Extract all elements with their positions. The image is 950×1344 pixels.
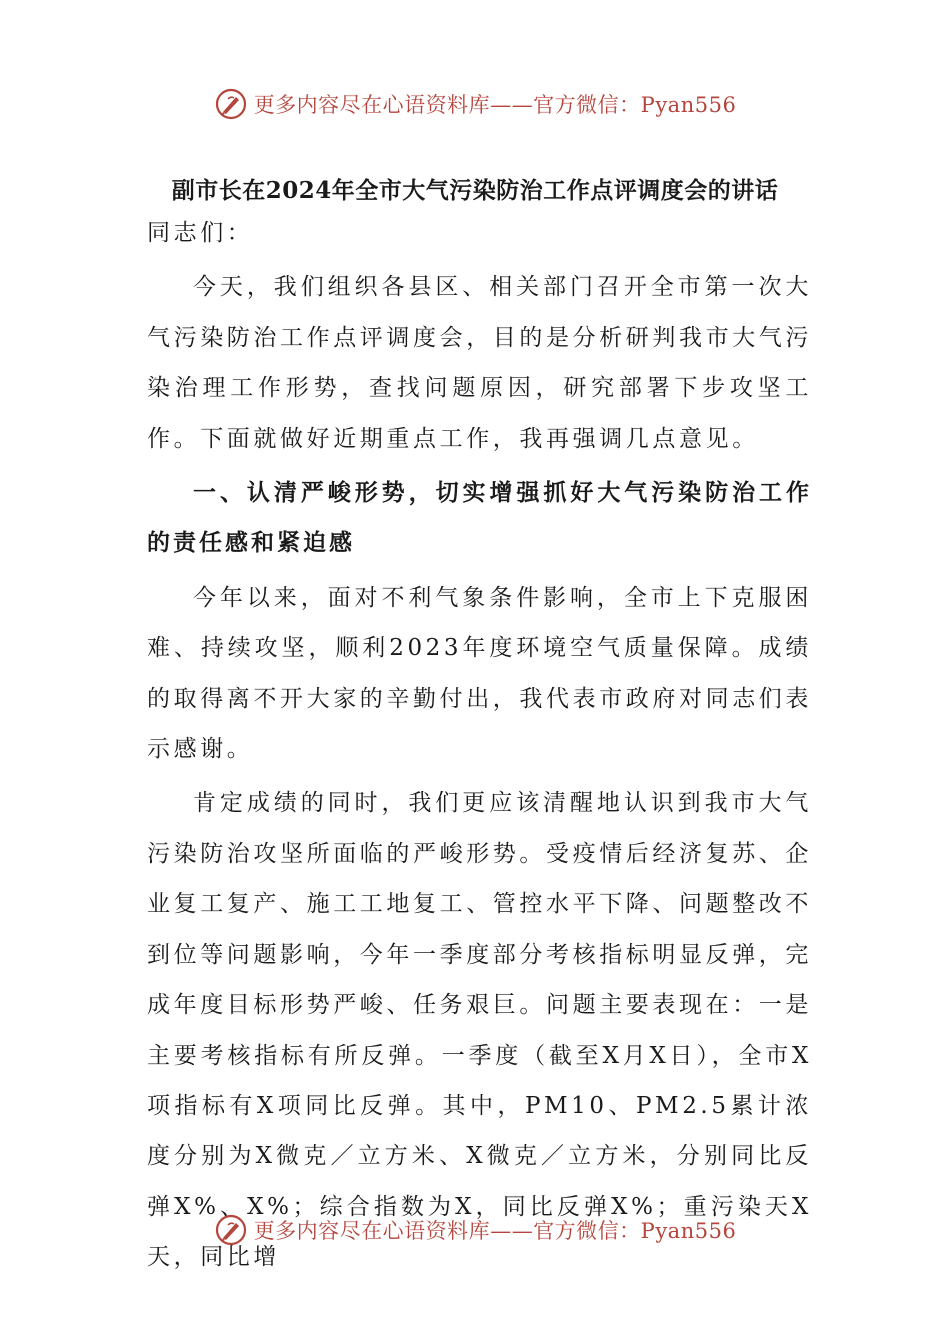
pen-logo-icon bbox=[214, 1213, 248, 1247]
section-heading-1: 一、认清严峻形势，切实增强抓好大气污染防治工作的责任感和紧迫感 bbox=[147, 479, 812, 557]
document-body bbox=[147, 208, 812, 1283]
header-banner bbox=[0, 84, 950, 124]
banner-text: 更多内容尽在心语资料库——官方微信：Pyan556 bbox=[253, 1219, 737, 1243]
footer-banner bbox=[0, 1210, 950, 1250]
salutation: 同志们： bbox=[147, 220, 254, 246]
paragraph-situation: 肯定成绩的同时，我们更应该清醒地认识到我市大气污染防治攻坚所面临的严峻形势。受疫情后经济复苏、企业复工复产、施工工地复工、管控水平下降、问题整改不到位等问题影响，今年一季度部分考核指标明显反弹，完成年度目标形势严峻、任务艰巨。问题主要表现在：一是主要考核指标有所反弹。一季度（截至X月X日），全市X项指标有X项同比反弹。其中，PM10、PM2.5累计浓度分别为X微克／立方米、X微克／立方米，分别同比反弹X%、X%；综合指数为X，同比反弹X%；重污染天X天，同比增 bbox=[147, 790, 812, 1271]
paragraph-achievements: 今年以来，面对不利气象条件影响，全市上下克服困难、持续攻坚，顺利2023年度环境空气质量保障。成绩的取得离不开大家的辛勤付出，我代表市政府对同志们表示感谢。 bbox=[147, 584, 812, 763]
document-title: 副市长在2024年全市大气污染防治工作点评调度会的讲话 bbox=[171, 177, 779, 204]
paragraph-intro: 今天，我们组织各县区、相关部门召开全市第一次大气污染防治工作点评调度会，目的是分析研判我市大气污染治理工作形势，查找问题原因，研究部署下步攻坚工作。下面就做好近期重点工作，我再强调几点意见。 bbox=[147, 274, 812, 452]
pen-logo-icon bbox=[214, 87, 248, 121]
banner-text: 更多内容尽在心语资料库——官方微信：Pyan556 bbox=[253, 93, 737, 117]
